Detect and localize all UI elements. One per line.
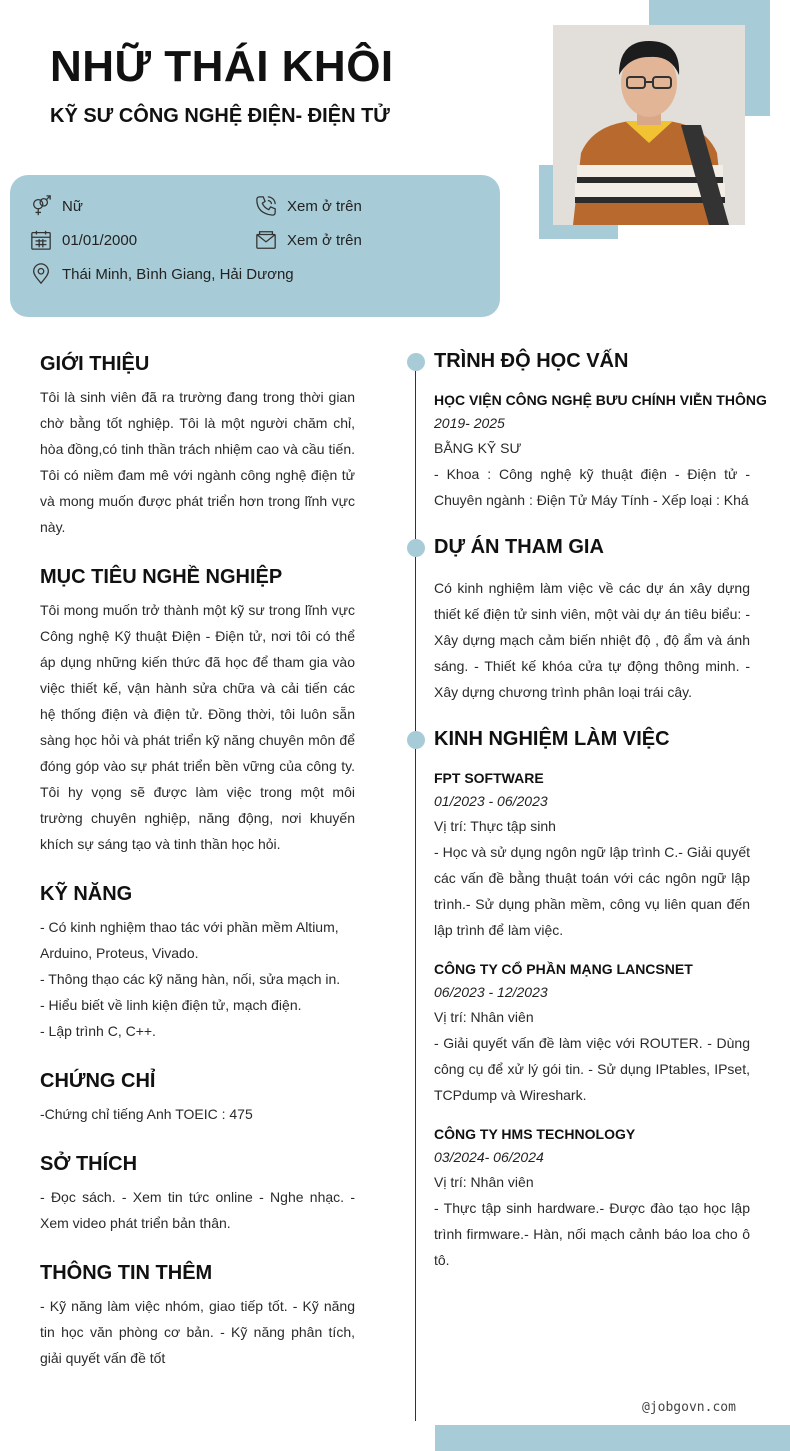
section-title-education: TRÌNH ĐỘ HỌC VẤN (434, 350, 629, 372)
hobbies-text: - Đọc sách. - Xem tin tức online - Nghe nhạc. - Xem video phát triển bản thân. (40, 1189, 355, 1231)
timeline-dot-experience (407, 731, 425, 749)
job-position: Vị trí: Nhân viên (434, 1009, 534, 1025)
about-text: Tôi là sinh viên đã ra trường đang trong thời gian chờ bằng tốt nghiệp. Tôi là một người chăm chỉ, hòa đồng,có tinh thần trách nhiệm cao và cầu tiến. Tôi có niềm đam mê với ngành công nghệ điện tử và mong muốn được phát triển hơn trong lĩnh vực này. (40, 389, 355, 535)
section-title-projects: DỰ ÁN THAM GIA (434, 536, 604, 558)
info-gender (30, 195, 83, 217)
job-company: CÔNG TY CỔ PHẦN MẠNG LANCSNET (434, 961, 693, 977)
job-company: CÔNG TY HMS TECHNOLOGY (434, 1126, 636, 1142)
timeline-dot-education (407, 353, 425, 371)
job-description: - Học và sử dụng ngôn ngữ lập trình C.- Giải quyết các vấn đề bằng thuật toán với các ngôn ngữ lập trình.- Sử dụng phần mềm, công vụ liên quan đến lập trình để làm việc. (434, 844, 750, 938)
section-title-objective: MỤC TIÊU NGHỀ NGHIỆP (40, 566, 283, 588)
timeline-dot-projects (407, 539, 425, 557)
section-title-skills: KỸ NĂNG (40, 883, 133, 905)
job-company: FPT SOFTWARE (434, 770, 544, 786)
job-period: 06/2023 - 12/2023 (434, 984, 548, 1000)
profile-photo (553, 25, 745, 225)
certificates-text: -Chứng chỉ tiếng Anh TOEIC : 475 (40, 1106, 253, 1122)
info-phone (255, 195, 362, 217)
info-birthday (30, 229, 137, 251)
section-title-hobbies: SỞ THÍCH (40, 1153, 138, 1175)
projects-text: Có kinh nghiệm làm việc về các dự án xây dựng thiết kế điện tử sinh viên, một vài dự án tiêu biểu: - Xây dựng mạch cảm biến nhiệt độ , độ ẩm và ánh sáng. - Thiết kế khóa cửa tự động thông minh. - Xây dựng chương trình phân loại trái cây. (434, 580, 750, 700)
education-school: HỌC VIỆN CÔNG NGHỆ BƯU CHÍNH VIỄN THÔNG (434, 392, 767, 408)
watermark: @jobgovn.com (642, 1400, 736, 1415)
skill-item: - Thông thạo các kỹ năng hàn, nối, sửa mạch in. (40, 971, 341, 987)
skills-list (40, 914, 355, 1044)
candidate-role: KỸ SƯ CÔNG NGHỆ ĐIỆN- ĐIỆN TỬ (50, 105, 390, 127)
education-period: 2019- 2025 (434, 415, 505, 431)
section-title-certificates: CHỨNG CHỈ (40, 1070, 156, 1092)
job-description: - Giải quyết vấn đề làm việc với ROUTER. - Dùng công cụ để xử lý gói tin. - Sử dụng IPtables, IPset, TCPdump và Wireshark. (434, 1035, 750, 1103)
info-email-value: Xem ở trên (287, 231, 362, 249)
info-gender-value: Nữ (62, 197, 83, 215)
job-position: Vị trí: Thực tập sinh (434, 818, 556, 834)
skill-item: - Hiểu biết về linh kiện điện tử, mạch điện. (40, 997, 302, 1013)
job-period: 03/2024- 06/2024 (434, 1149, 544, 1165)
info-birthday-value: 01/01/2000 (62, 231, 138, 249)
section-title-experience: KINH NGHIỆM LÀM VIỆC (434, 728, 670, 750)
calendar-icon (30, 229, 52, 251)
objective-text: Tôi mong muốn trở thành một kỹ sư trong lĩnh vực Công nghệ Kỹ thuật Điện - Điện tử, nơi tôi có thể áp dụng những kiến thức đã học để tham gia vào việc thiết kế, vận hành sửa chữa và cải tiến các hệ thống điện và điện tử. Đồng thời, tôi luôn sẵn sàng học hỏi và phát triển kỹ năng chuyên môn để đóng góp vào sự phát triển bền vững của công ty. Tôi hy vọng sẽ được làm việc trong một môi trường chuyên nghiệp, năng động, nơi khuyến khích sự sáng tạo và tinh thần học hỏi. (40, 602, 355, 852)
job-period: 01/2023 - 06/2023 (434, 793, 548, 809)
section-title-extra: THÔNG TIN THÊM (40, 1262, 213, 1284)
info-address-value: Thái Minh, Bình Giang, Hải Dương (62, 265, 294, 283)
extra-text: - Kỹ năng làm việc nhóm, giao tiếp tốt. - Kỹ năng tin học văn phòng cơ bản. - Kỹ năng phân tích, giải quyết vấn đề tốt (40, 1298, 355, 1366)
gender-icon (30, 195, 52, 217)
job-description: - Thực tập sinh hardware.- Được đào tạo học lập trình firmware.- Hàn, nối mạch cảnh báo loa cho ô tô. (434, 1200, 750, 1268)
mail-icon (255, 229, 277, 251)
skill-item: - Có kinh nghiệm thao tác với phần mềm Altium, Arduino, Proteus, Vivado. (40, 919, 339, 961)
education-degree: BẰNG KỸ SƯ (434, 440, 522, 456)
section-title-about: GIỚI THIỆU (40, 353, 150, 375)
candidate-name: NHỮ THÁI KHÔI (50, 42, 394, 91)
phone-icon (255, 195, 277, 217)
education-detail: - Khoa : Công nghệ kỹ thuật điện - Điện tử - Chuyên ngành : Điện Tử Máy Tính - Xếp loại : Khá (434, 466, 750, 508)
job-position: Vị trí: Nhân viên (434, 1174, 534, 1190)
column-divider (415, 355, 416, 1421)
skill-item: - Lập trình C, C++. (40, 1023, 156, 1039)
info-phone-value: Xem ở trên (287, 197, 362, 215)
info-address (30, 263, 294, 285)
decor-block-bottom (435, 1425, 790, 1451)
location-icon (30, 263, 52, 285)
info-email (255, 229, 362, 251)
